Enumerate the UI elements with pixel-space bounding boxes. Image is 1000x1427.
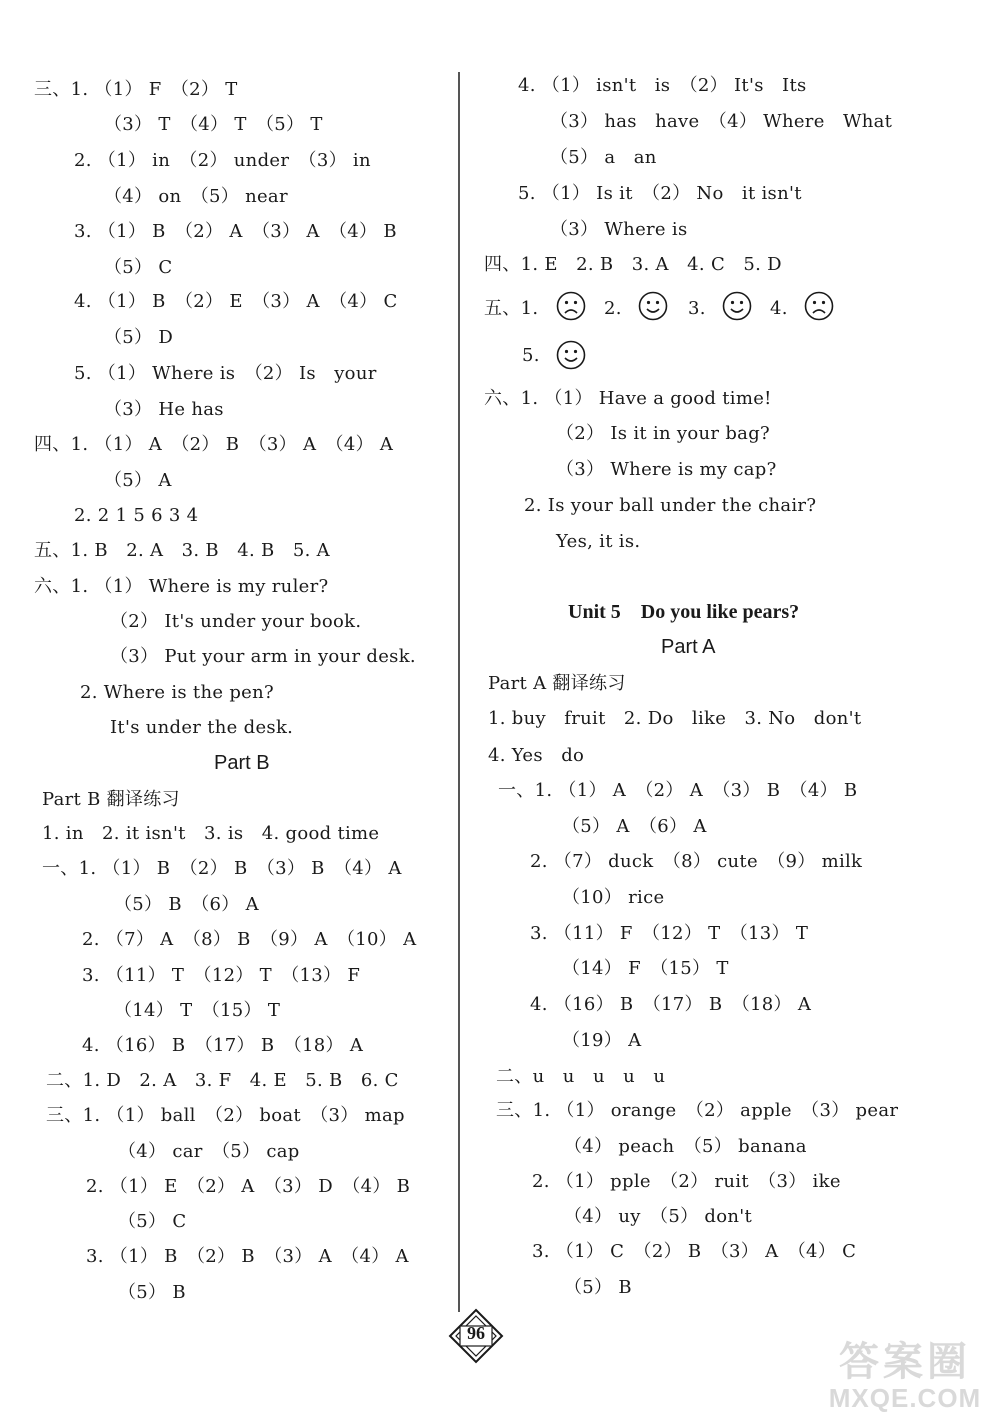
answer-line: （4） peach （5） banana bbox=[564, 1136, 807, 1157]
answer-line: （3） He has bbox=[104, 399, 224, 420]
watermark-logo: 答案圈 MXQE.COM bbox=[828, 1340, 982, 1413]
answer-line: 二、u u u u u bbox=[496, 1066, 666, 1087]
answer-line: （19） A bbox=[562, 1030, 642, 1051]
answer-line: 2. （7） duck （8） cute （9） milk bbox=[530, 851, 863, 872]
answer-line: 4. （1） B （2） E （3） A （4） C bbox=[74, 291, 398, 312]
answer-line: （5） B bbox=[564, 1277, 632, 1298]
answer-line: Yes, it is. bbox=[556, 531, 641, 552]
answer-line: （14） T （15） T bbox=[114, 1000, 281, 1021]
answer-line: （5） D bbox=[104, 327, 174, 348]
answer-line: 三、1. （1） ball （2） boat （3） map bbox=[46, 1105, 405, 1126]
answer-line: 1. in 2. it isn't 3. is 4. good time bbox=[42, 823, 380, 844]
answer-line: 三、1. （1） F （2） T bbox=[34, 79, 238, 100]
answer-line: 三、1. （1） orange （2） apple （3） pear bbox=[496, 1100, 899, 1121]
answer-line: （10） rice bbox=[562, 887, 665, 908]
answer-line: 四、1. E 2. B 3. A 4. C 5. D bbox=[484, 254, 782, 275]
answer-line: 五、1. bbox=[484, 298, 539, 319]
answer-line: 六、1. （1） Have a good time! bbox=[484, 388, 772, 409]
answer-line: 3. （11） T （12） T （13） F bbox=[82, 965, 361, 986]
column-divider bbox=[458, 72, 460, 1312]
answer-line: （5） C bbox=[104, 257, 173, 278]
answer-line: 4. （1） isn't is （2） It's Its bbox=[518, 75, 807, 96]
answer-line: 2. （1） in （2） under （3） in bbox=[74, 150, 371, 171]
answer-line: （3） T （4） T （5） T bbox=[104, 114, 323, 135]
sad-face-icon bbox=[804, 291, 834, 321]
answer-line: 六、1. （1） Where is my ruler? bbox=[34, 576, 329, 597]
answer-line: （2） Is it in your bag? bbox=[556, 423, 770, 444]
answer-line: （3） has have （4） Where What bbox=[550, 111, 893, 132]
answer-line: 五、1. B 2. A 3. B 4. B 5. A bbox=[34, 540, 330, 561]
answer-line: 4. bbox=[770, 298, 788, 319]
answer-line: 3. （11） F （12） T （13） T bbox=[530, 923, 809, 944]
section-heading: Part A bbox=[661, 636, 716, 658]
answer-line: （3） Where is my cap? bbox=[556, 459, 777, 480]
section-subheading: Part A 翻译练习 bbox=[488, 673, 626, 694]
answer-line: 5. bbox=[522, 345, 540, 366]
section-heading: Part B bbox=[214, 752, 270, 774]
answer-line: （3） Where is bbox=[550, 219, 688, 240]
sad-face-icon bbox=[556, 291, 586, 321]
answer-line: It's under the desk. bbox=[110, 717, 294, 738]
answer-line: （4） car （5） cap bbox=[118, 1141, 300, 1162]
answer-line: （14） F （15） T bbox=[562, 958, 729, 979]
answer-line: 2. （1） E （2） A （3） D （4） B bbox=[86, 1176, 411, 1197]
answer-line: 2. Where is the pen? bbox=[80, 682, 274, 703]
answer-line: 4. （16） B （17） B （18） A bbox=[82, 1035, 364, 1056]
answer-line: （5） A （6） A bbox=[562, 816, 707, 837]
section-subheading: Part B 翻译练习 bbox=[42, 789, 180, 810]
answer-line: 3. （1） B （2） B （3） A （4） A bbox=[86, 1246, 409, 1267]
answer-line: 2. （7） A （8） B （9） A （10） A bbox=[82, 929, 417, 950]
answer-line: 4. （16） B （17） B （18） A bbox=[530, 994, 812, 1015]
answer-line: 一、1. （1） A （2） A （3） B （4） B bbox=[498, 780, 858, 801]
answer-line: （5） C bbox=[118, 1211, 187, 1232]
answer-line: 2. bbox=[604, 298, 622, 319]
answer-line: （5） A bbox=[104, 470, 172, 491]
answer-line: 3. bbox=[688, 298, 706, 319]
answer-line: 2. Is your ball under the chair? bbox=[524, 495, 817, 516]
smile-face-icon bbox=[556, 340, 586, 370]
smile-face-icon bbox=[722, 291, 752, 321]
answer-line: 1. buy fruit 2. Do like 3. No don't bbox=[488, 708, 862, 729]
answer-line: 5. （1） Is it （2） No it isn't bbox=[518, 183, 802, 204]
page-number: 96 bbox=[467, 1323, 485, 1343]
answer-line: （5） B bbox=[118, 1282, 186, 1303]
answer-line: （5） B （6） A bbox=[114, 894, 259, 915]
answer-line: （4） on （5） near bbox=[104, 186, 288, 207]
answer-line: 2. 2 1 5 6 3 4 bbox=[74, 505, 199, 526]
answer-line: 3. （1） C （2） B （3） A （4） C bbox=[532, 1241, 857, 1262]
answer-line: 一、1. （1） B （2） B （3） B （4） A bbox=[42, 858, 402, 879]
answer-line: （4） uy （5） don't bbox=[564, 1206, 753, 1227]
smile-face-icon bbox=[638, 291, 668, 321]
answer-line: 3. （1） B （2） A （3） A （4） B bbox=[74, 221, 397, 242]
answer-line: 二、1. D 2. A 3. F 4. E 5. B 6. C bbox=[46, 1070, 399, 1091]
answer-line: 5. （1） Where is （2） Is your bbox=[74, 363, 377, 384]
unit-title: Unit 5 Do you like pears? bbox=[568, 601, 800, 623]
answer-line: 2. （1） pple （2） ruit （3） ike bbox=[532, 1171, 841, 1192]
answer-line: （2） It's under your book. bbox=[110, 611, 362, 632]
answer-line: 四、1. （1） A （2） B （3） A （4） A bbox=[34, 434, 394, 455]
answer-line: （3） Put your arm in your desk. bbox=[110, 646, 416, 667]
answer-line: （5） a an bbox=[550, 147, 657, 168]
answer-line: 4. Yes do bbox=[488, 745, 585, 766]
